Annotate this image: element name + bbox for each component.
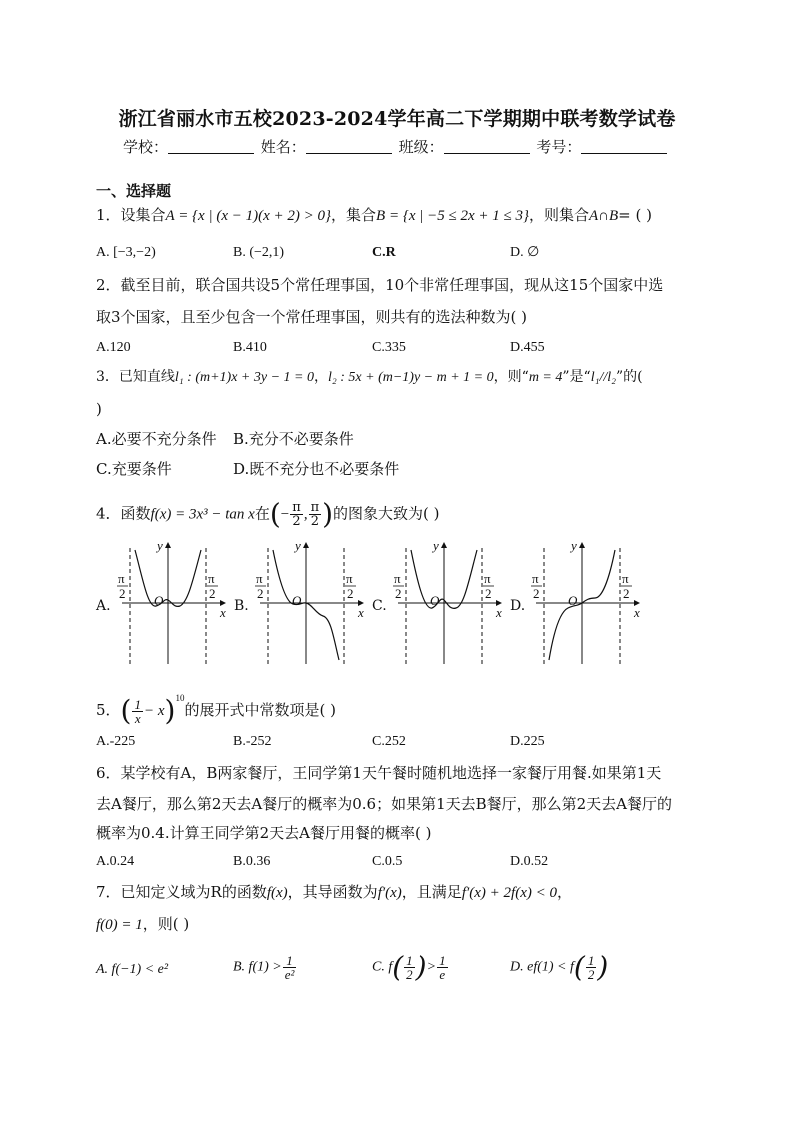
q1-suffix: ，则集合 — [528, 206, 589, 224]
q4-end: 的图象大致为( ) — [333, 504, 440, 523]
q1-option-a[interactable]: A. [−3,−2) — [96, 245, 156, 260]
q4-graph-label-b[interactable]: B. — [234, 598, 249, 614]
q4-frac-right: $\frac{\pi}{2}$ — [310, 500, 320, 529]
school-blank[interactable] — [168, 139, 254, 154]
q5-exponent: 10 — [175, 693, 185, 703]
q1-option-d[interactable]: D. ∅ — [510, 245, 540, 260]
q4-frac-left: $\frac{\pi}{2}$ — [292, 500, 301, 529]
q3-then: ，则“ — [493, 369, 529, 385]
q4-graph-a[interactable] — [108, 540, 228, 665]
q3-option-d[interactable]: D.既不充分也不必要条件 — [233, 460, 400, 478]
q3-end: ”的( — [616, 369, 643, 385]
number-label: 考号： — [536, 138, 582, 156]
question-5: 5．( $\frac{1}{x}$ − x)$^{10}$的展开式中常数项是( ) — [96, 693, 336, 727]
question-4: 4．函数f(x) = 3x³ − tan x在(− $\frac{\pi}{2}$ , $\frac{\pi}{2}$ )的图象大致为( ) — [96, 497, 440, 531]
question-1 — [96, 205, 652, 226]
den-label-b-right: 2 — [347, 586, 354, 601]
q3-prefix: 3．已知直线 — [96, 369, 175, 385]
q3-option-c[interactable]: C.充要条件 — [96, 460, 172, 478]
q1-set-a: A = {x | (x − 1)(x + 2) > 0} — [165, 208, 332, 224]
q7-text-a: 7．已知定义域为R的函数 — [96, 883, 267, 901]
q7-option-a[interactable]: A. f(−1) < e² — [96, 962, 169, 977]
q7-text-d: ， — [556, 883, 572, 901]
q1-option-b[interactable]: B. (−2,1) — [233, 245, 285, 260]
q4-graph-label-a[interactable]: A. — [96, 598, 111, 614]
x-label-c: x — [496, 605, 502, 620]
class-label: 班级： — [398, 138, 444, 156]
student-info-line — [123, 136, 669, 157]
den-label-d-left: 2 — [533, 586, 540, 601]
q2-option-d[interactable]: D.455 — [510, 340, 545, 355]
question-6-line-2: 去A餐厅，那么第2天去A餐厅的概率为0.6；如果第1天去B餐厅，那么第2天去A餐厅的 — [96, 795, 673, 813]
question-3 — [96, 367, 643, 388]
y-label-a: y — [157, 538, 163, 553]
y-axis-arrow-c — [441, 542, 447, 548]
question-2-line-1: 2．截至目前，联合国共设5个常任理事国，10个非常任理事国，现从这15个国家中选 — [96, 276, 664, 294]
school-label: 学校： — [123, 138, 169, 156]
q6-option-c[interactable]: C.0.5 — [372, 854, 403, 869]
pi-label-a-right: π — [208, 571, 215, 586]
q4-prefix: 4．函数 — [96, 504, 151, 523]
pi-label-d-right: π — [622, 571, 629, 586]
question-7-line-2 — [96, 914, 189, 935]
q7-fpx: f′(x) — [377, 885, 402, 901]
number-blank[interactable] — [581, 139, 667, 154]
origin-label-a: O — [154, 593, 164, 608]
q3-is: ”是“ — [562, 369, 591, 385]
q7-inequality: f′(x) + 2f(x) < 0 — [461, 885, 557, 901]
q1-expr: A∩B — [588, 208, 619, 224]
q2-option-b[interactable]: B.410 — [233, 340, 267, 355]
name-blank[interactable] — [306, 139, 392, 154]
pi-label-c-left: π — [394, 571, 401, 586]
q3-option-a[interactable]: A.必要不充分条件 — [96, 430, 217, 448]
q7-option-b[interactable]: B. f(1) > $\frac{1}{\text{e²}}$ — [233, 953, 295, 982]
q7-text-c: ，且满足 — [401, 883, 462, 901]
q7-option-c[interactable]: C. f( $\frac{1}{2}$ )> $\frac{1}{e}$ — [372, 950, 446, 984]
pi-label-b-left: π — [256, 571, 263, 586]
q2-option-c[interactable]: C.335 — [372, 340, 406, 355]
q3-option-b[interactable]: B.充分不必要条件 — [233, 430, 354, 448]
q7-text-b: ，其导函数为 — [287, 883, 378, 901]
q5-option-d[interactable]: D.225 — [510, 734, 545, 749]
q1-set-b: B = {x | −5 ≤ 2x + 1 ≤ 3} — [376, 208, 529, 224]
den-label-c-left: 2 — [395, 586, 402, 601]
y-axis-arrow-a — [165, 542, 171, 548]
q3-condition: m = 4 — [528, 370, 563, 385]
q4-graph-c[interactable] — [384, 540, 504, 665]
q2-option-a[interactable]: A.120 — [96, 340, 131, 355]
y-axis-arrow-b — [303, 542, 309, 548]
q5-end: 的展开式中常数项是( ) — [184, 701, 336, 719]
q7-option-d[interactable]: D. ef(1) < f( $\frac{1}{2}$ ) — [510, 950, 609, 984]
question-2-line-2: 取3个国家，且至少包含一个常任理事国，则共有的选法种数为( ) — [96, 308, 528, 326]
origin-label-c: O — [430, 593, 440, 608]
origin-label-d: O — [568, 593, 578, 608]
q3-comma: ， — [314, 369, 328, 385]
q5-minus-x: − x — [143, 703, 165, 719]
den-label-a-right: 2 — [209, 586, 216, 601]
question-6-line-3: 概率为0.4.计算王同学第2天去A餐厅用餐的概率( ) — [96, 824, 432, 842]
pi-label-a-left: π — [118, 571, 125, 586]
section-heading: 一、选择题 — [96, 182, 172, 200]
q4-graph-label-c[interactable]: C. — [372, 598, 387, 614]
y-axis-arrow-d — [579, 542, 585, 548]
pi-label-c-right: π — [484, 571, 491, 586]
q1-prefix: 1．设集合 — [96, 206, 166, 224]
q6-option-b[interactable]: B.0.36 — [233, 854, 271, 869]
den-label-d-right: 2 — [623, 586, 630, 601]
x-label-d: x — [634, 605, 640, 620]
q5-option-c[interactable]: C.252 — [372, 734, 406, 749]
den-label-b-left: 2 — [257, 586, 264, 601]
q1-option-c[interactable]: C.R — [372, 245, 396, 260]
question-3-line-2: ) — [96, 400, 102, 418]
q5-option-a[interactable]: A.-225 — [96, 734, 136, 749]
q3-line-l1: l₁ : (m+1)x + 3y − 1 = 0 — [174, 370, 314, 385]
q1-mid: ，集合 — [331, 206, 377, 224]
q4-function: f(x) = 3x³ − tan x — [150, 506, 255, 523]
y-label-b: y — [295, 538, 301, 553]
question-6-line-1: 6．某学校有A，B两家餐厅，王同学第1天午餐时随机地选择一家餐厅用餐.如果第1天 — [96, 764, 662, 782]
den-label-c-right: 2 — [485, 586, 492, 601]
q4-graph-b[interactable] — [246, 540, 366, 665]
y-label-c: y — [433, 538, 439, 553]
origin-label-b: O — [292, 593, 302, 608]
q3-parallel: l₁//l₂ — [590, 370, 616, 385]
q7-text-e: ，则( ) — [142, 915, 190, 933]
q4-graph-d[interactable] — [522, 540, 652, 665]
q5-frac: $\frac{1}{x}$ — [134, 696, 141, 726]
q1-end: = ( ) — [618, 206, 652, 224]
q5-option-b[interactable]: B.-252 — [233, 734, 272, 749]
q6-option-a[interactable]: A.0.24 — [96, 854, 135, 869]
question-7-line-1 — [96, 882, 572, 903]
q4-graph-label-d[interactable]: D. — [510, 598, 526, 614]
pi-label-d-left: π — [532, 571, 539, 586]
x-label-a: x — [220, 605, 226, 620]
name-label: 姓名： — [260, 138, 306, 156]
x-label-b: x — [358, 605, 364, 620]
page-title: 浙江省丽水市五校2023-2024学年高二下学期期中联考数学试卷 — [118, 108, 676, 130]
pi-label-b-right: π — [346, 571, 353, 586]
class-blank[interactable] — [444, 139, 530, 154]
q4-in: 在 — [254, 504, 270, 523]
q5-prefix: 5． — [96, 701, 121, 719]
y-label-d: y — [571, 538, 577, 553]
q7-f0: f(0) = 1 — [96, 917, 143, 933]
den-label-a-left: 2 — [119, 586, 126, 601]
q3-line-l2: l₂ : 5x + (m−1)y − m + 1 = 0 — [328, 370, 494, 385]
q7-fx: f(x) — [266, 885, 288, 901]
q4-minus: − — [280, 506, 290, 523]
q6-option-d[interactable]: D.0.52 — [510, 854, 549, 869]
